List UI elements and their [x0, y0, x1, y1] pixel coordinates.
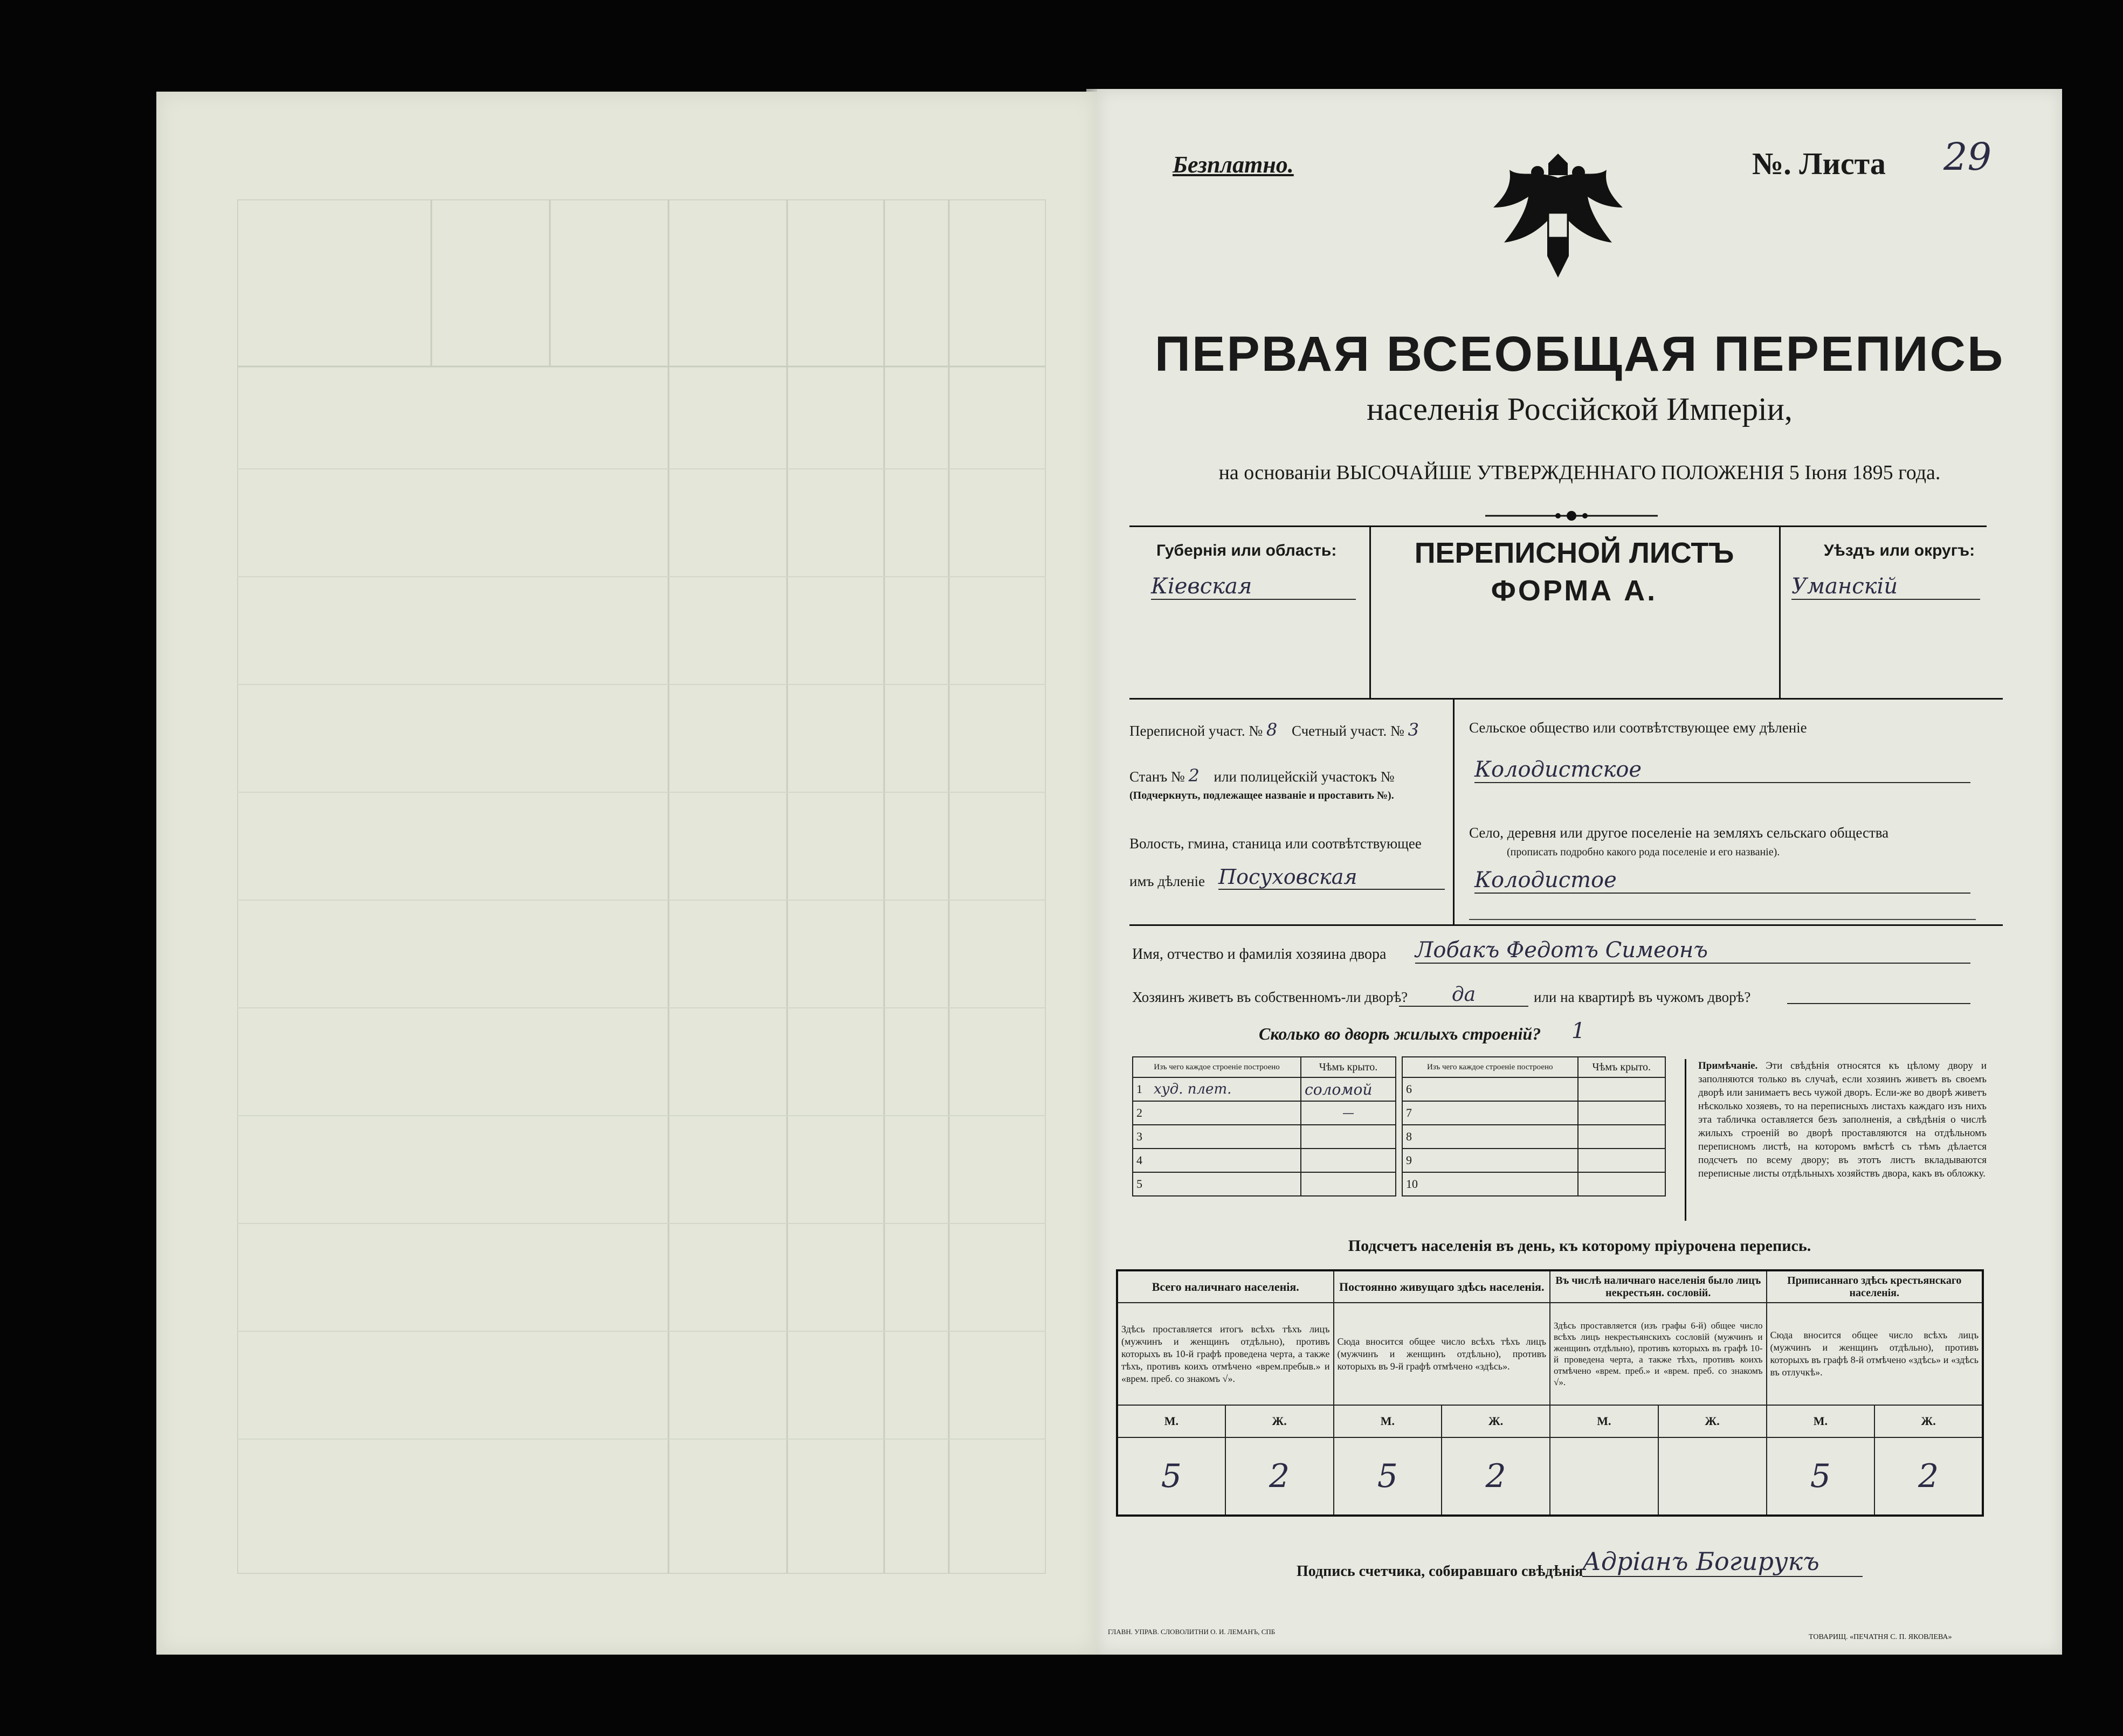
table-row — [1402, 1101, 1665, 1125]
count-value: 3 — [1408, 720, 1419, 740]
count-label: Счетный участ. № — [1291, 723, 1404, 739]
sheet-number-label: №. Листа — [1752, 146, 1886, 181]
underline-note: (Подчеркнуть, подлежащее названіе и проставить №). — [1129, 790, 1394, 801]
permanent-female-value: 2 — [1442, 1437, 1550, 1516]
buildings-value: 1 — [1571, 1019, 1586, 1043]
gubernia-value: Кіевская — [1151, 574, 1356, 600]
uezd-box — [1779, 525, 1996, 698]
m-label: М. — [1117, 1405, 1225, 1437]
note-text: Эти свѣдѣнія относятся къ цѣлому двору и заполняются только въ случаѣ, если хозяинъ живетъ въ своемъ дворѣ или занимаетъ весь чужой дворъ. Если-же во дворѣ живетъ нѣсколько хозяевъ, то на переписныхъ листахъ каждаго изъ нихъ эта табличка оставляется безъ заполненія, а свѣдѣнія о числѣ жилыхъ строеній во дворѣ проставляются на отдѣльномъ переписномъ листѣ, на которомъ вмѣстѣ съ тѣмъ дѣлается подсчетъ по всему двору; въ этотъ листъ вкладываются переписные листы отдѣльныхъ хозяйствъ двора, какъ въ обложку. — [1698, 1060, 1987, 1179]
summary-col4-desc: Сюда вносится общее число всѣхъ лицъ (мужчинъ и женщинъ отдѣльно), противъ которыхъ въ графѣ 8-й отмѣчено «здѣсь» и «здѣсь въ отлучкѣ». — [1767, 1303, 1983, 1405]
m-label: М. — [1767, 1405, 1875, 1437]
bt-col1-header: Изъ чего каждое строеніе построено — [1133, 1057, 1301, 1077]
owner-value: Лобакъ Федотъ Симеонъ — [1415, 938, 1970, 964]
double-headed-eagle-emblem — [1488, 148, 1628, 286]
society-label: Сельское общество или соотвѣтствующее ему дѣленіе — [1469, 720, 1807, 736]
bt-roof: соломой — [1301, 1077, 1396, 1101]
signature-label: Подпись счетчика, собиравшаго свѣдѣнія — [1297, 1563, 1583, 1580]
society-value: Колодистское — [1474, 757, 1970, 783]
table-row — [1133, 1077, 1396, 1101]
census-basis: на основаніи ВЫСОЧАЙШЕ УТВЕРЖДЕННАГО ПОЛОЖЕНІЯ 5 Іюня 1895 года. — [1218, 461, 1941, 484]
sheet-number-value: 29 — [1943, 135, 1992, 179]
bt-material — [1150, 1101, 1301, 1125]
village-value: Колодистое — [1474, 868, 1970, 894]
bt-row-number: 4 — [1133, 1149, 1150, 1172]
bt-col1-header-right: Изъ чего каждое строеніе построено — [1402, 1057, 1578, 1077]
buildings-label: Сколько во дворѣ жилыхъ строеній? — [1259, 1024, 1541, 1043]
table-row — [1133, 1125, 1396, 1149]
bt-row-number: 6 — [1402, 1077, 1421, 1101]
volost-label-2: имъ дѣленіе — [1129, 873, 1205, 889]
non-peasant-female-value — [1658, 1437, 1767, 1516]
bt-roof — [1301, 1172, 1396, 1196]
location-block-rule — [1129, 698, 2003, 700]
table-row — [1402, 1149, 1665, 1172]
bt-row-number: 10 — [1402, 1172, 1421, 1196]
f-label: Ж. — [1442, 1405, 1550, 1437]
f-label: Ж. — [1658, 1405, 1767, 1437]
gubernia-box — [1129, 525, 1371, 698]
f-label: Ж. — [1874, 1405, 1983, 1437]
table-row — [1402, 1172, 1665, 1196]
stan-label: Станъ № — [1129, 769, 1185, 785]
bt-material: худ. плет. — [1150, 1077, 1301, 1101]
gubernia-label: Губернія или область: — [1156, 542, 1337, 559]
permanent-male-value: 5 — [1334, 1437, 1442, 1516]
village-note: (прописать подробно какого рода поселеніе и его названіе). — [1507, 846, 1780, 858]
note-label: Примѣчаніе. — [1698, 1060, 1758, 1071]
apartment-line — [1787, 1003, 1970, 1004]
bt-row-number: 1 — [1133, 1077, 1150, 1101]
buildings-table-right — [1402, 1056, 1666, 1196]
bt-row-number: 7 — [1402, 1101, 1421, 1125]
census-form-page — [1097, 89, 2062, 1655]
own-yard-value: да — [1399, 984, 1528, 1007]
location-divider — [1453, 698, 1455, 924]
owner-block-rule — [1129, 924, 2003, 926]
police-label: или полицейскій участокъ № — [1214, 769, 1395, 785]
bt-row-number: 5 — [1133, 1172, 1150, 1196]
bt-roof — [1301, 1149, 1396, 1172]
left-page — [156, 92, 1097, 1655]
form-name: ФОРМА А. — [1491, 575, 1658, 607]
title-ornament — [1485, 505, 1658, 527]
peasant-female-value: 2 — [1874, 1437, 1983, 1516]
total-female-value: 2 — [1225, 1437, 1334, 1516]
bt-row-number: 3 — [1133, 1125, 1150, 1149]
bt-col2-header: Чѣмъ крыто. — [1301, 1057, 1396, 1077]
table-row — [1133, 1172, 1396, 1196]
stan-value: 2 — [1188, 765, 1200, 786]
total-male-value: 5 — [1117, 1437, 1225, 1516]
table-row — [1133, 1101, 1396, 1125]
census-title: ПЕРВАЯ ВСЕОБЩАЯ ПЕРЕПИСЬ — [1154, 327, 2005, 382]
summary-table — [1116, 1269, 1984, 1517]
bt-roof — [1301, 1125, 1396, 1149]
district-label: Переписной участ. № — [1129, 723, 1263, 739]
bt-row-number: 9 — [1402, 1149, 1421, 1172]
note-block — [1685, 1059, 1987, 1221]
village-extra-line — [1469, 919, 1976, 920]
summary-heading: Подсчетъ населенія въ день, къ которому пріурочена перепись. — [1348, 1237, 1811, 1255]
m-label: М. — [1550, 1405, 1658, 1437]
apartment-label: или на квартирѣ въ чужомъ дворѣ? — [1534, 989, 1751, 1005]
m-label: М. — [1334, 1405, 1442, 1437]
volost-label: Волость, гмина, станица или соотвѣтствующее — [1129, 835, 1422, 852]
own-yard-label: Хозяинъ живетъ въ собственномъ-ли дворѣ? — [1132, 989, 1408, 1005]
village-label: Село, деревня или другое поселеніе на земляхъ сельскаго общества — [1469, 825, 1889, 841]
signature-value: Адріанъ Богирукъ — [1582, 1547, 1863, 1577]
bt-col2-header-right: Чѣмъ крыто. — [1578, 1057, 1666, 1077]
stan-row — [1129, 765, 1394, 786]
bt-row-number: 8 — [1402, 1125, 1421, 1149]
printer-left: ГЛАВН. УПРАВ. СЛОВОЛИТНИ О. И. ЛЕМАНЪ, СПБ — [1108, 1628, 1276, 1636]
table-row — [1402, 1125, 1665, 1149]
district-value: 8 — [1266, 720, 1278, 740]
free-label: Безплатно. — [1173, 151, 1294, 178]
summary-col2-desc: Сюда вносится общее число всѣхъ тѣхъ лицъ (мужчинъ и женщинъ отдѣльно), противъ которыхъ въ 9-й графѣ отмѣчено «здѣсь». — [1334, 1303, 1550, 1405]
peasant-male-value: 5 — [1767, 1437, 1875, 1516]
table-row — [1133, 1149, 1396, 1172]
uezd-value: Уманскій — [1791, 574, 1980, 600]
district-row — [1129, 720, 1419, 740]
summary-col3-desc: Здѣсь проставляется (изъ графы 6-й) общее число всѣхъ лицъ некрестьянскихъ сословій (мужчинъ и женщинъ отдѣльно), противъ которыхъ въ графѣ 10-й проведена черта, а также тѣхъ, противъ коихъ отмѣчено «врем. преб.» и «врем. преб. со знакомъ √». — [1550, 1303, 1767, 1405]
uezd-label: Уѣздъ или округъ: — [1824, 542, 1975, 559]
summary-col3-title: Въ числѣ наличнаго населенія было лицъ некрестьян. сословій. — [1550, 1270, 1767, 1303]
bt-material — [1150, 1149, 1301, 1172]
sheet-title: ПЕРЕПИСНОЙ ЛИСТЪ — [1414, 537, 1734, 569]
summary-col2-title: Постоянно живущаго здѣсь населенія. — [1334, 1270, 1550, 1303]
table-row — [1402, 1077, 1665, 1101]
bt-roof: — — [1301, 1101, 1396, 1125]
f-label: Ж. — [1225, 1405, 1334, 1437]
bt-material — [1150, 1125, 1301, 1149]
bt-row-number: 2 — [1133, 1101, 1150, 1125]
volost-value: Посуховская — [1218, 865, 1445, 890]
summary-col1-desc: Здѣсь проставляется итогъ всѣхъ тѣхъ лицъ (мужчинъ и женщинъ отдѣльно), противъ которыхъ въ 10-й графѣ проведена черта, а также тѣхъ, противъ коихъ отмѣчено «врем.пребыв.» и «врем. преб. со знакомъ √». — [1117, 1303, 1334, 1405]
faint-ruled-grid — [237, 199, 1046, 1574]
summary-col1-title: Всего наличнаго населенія. — [1117, 1270, 1334, 1303]
printer-right: ТОВАРИЩ. «ПЕЧАТНЯ С. П. ЯКОВЛЕВА» — [1809, 1633, 1952, 1641]
owner-label: Имя, отчество и фамилія хозяина двора — [1132, 946, 1387, 963]
non-peasant-male-value — [1550, 1437, 1658, 1516]
summary-col4-title: Приписаннаго здѣсь крестьянскаго населенія. — [1767, 1270, 1983, 1303]
census-subtitle: населенія Россійской Имперіи, — [1367, 391, 1793, 427]
buildings-table-left — [1132, 1056, 1396, 1196]
bt-material — [1150, 1172, 1301, 1196]
